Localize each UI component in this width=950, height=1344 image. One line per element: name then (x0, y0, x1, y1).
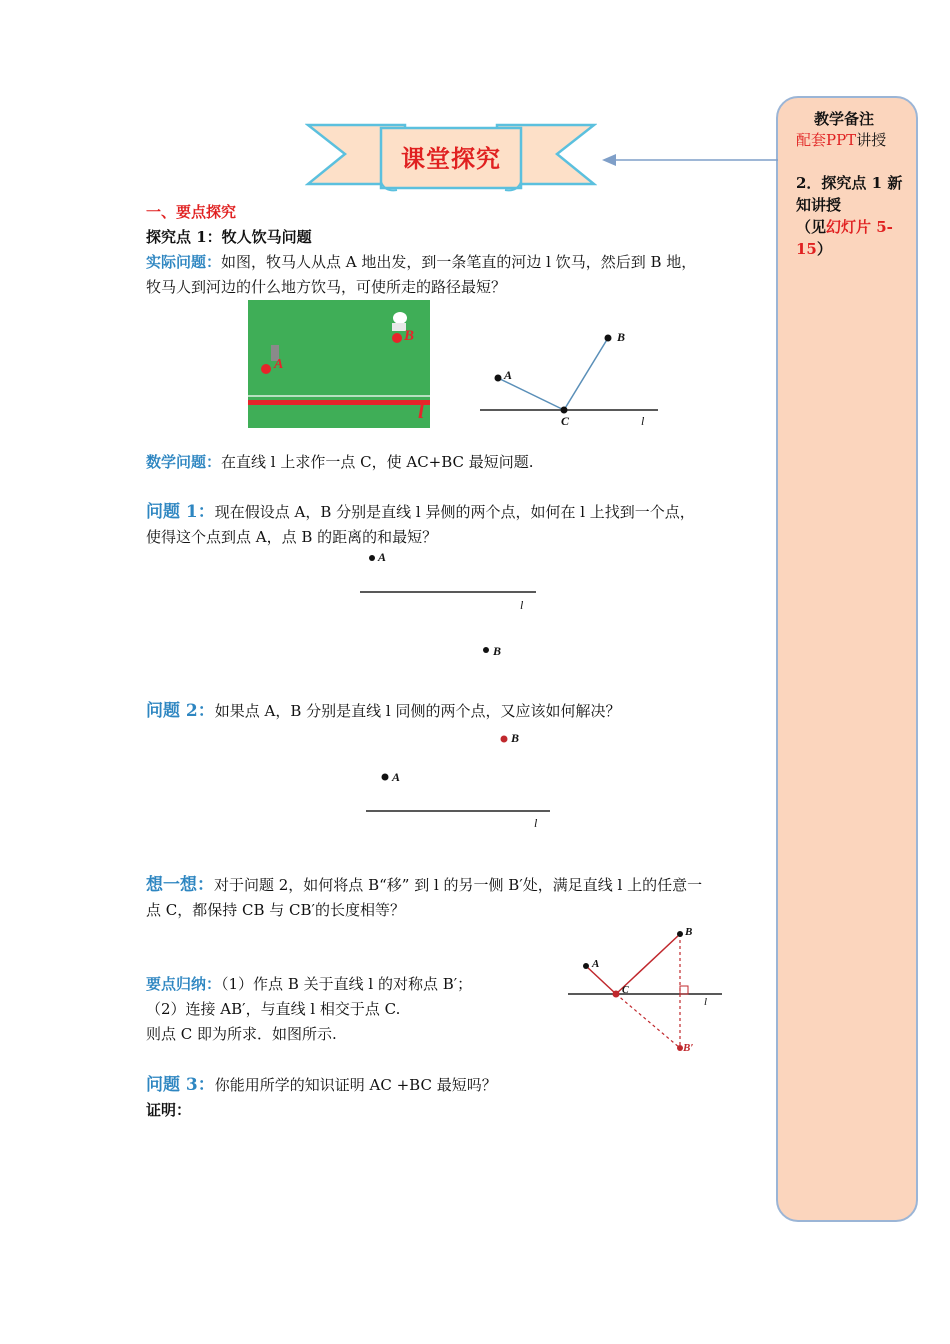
proof-label: 证明： (146, 1101, 192, 1119)
route-label-c: C (561, 414, 570, 428)
think-line-1 (146, 873, 702, 897)
sidebar-item-line-1: 2．探究点 1 新 (796, 174, 903, 192)
math-problem (146, 450, 534, 474)
practical-problem-line-1 (146, 250, 696, 274)
sidebar-paren-open: （见 (796, 218, 827, 236)
summary-label: 要点归纳： (146, 975, 222, 993)
route-label-b: B (617, 330, 626, 344)
sidebar-ppt-black: 讲授 (856, 131, 887, 149)
summary-text-1: （1）作点 B 关于直线 l 的对称点 B′； (221, 975, 473, 993)
same-side-label-b: B (511, 731, 520, 745)
sidebar-slides-end: 15 (796, 240, 817, 258)
photo-label-b: B (404, 328, 415, 344)
section-heading: 一、要点探究 (146, 203, 237, 221)
sidebar-item-line-4 (796, 238, 832, 260)
route-label-a: A (504, 368, 513, 382)
sidebar-title: 教学备注 (814, 110, 875, 128)
question-3 (146, 1073, 497, 1097)
think-line-2: 点 C，都保持 CB 与 CB′的长度相等？ (146, 901, 405, 919)
banner-title: 课堂探究 (401, 144, 501, 173)
reflection-label-c: C (622, 985, 629, 996)
section-subheading: 探究点 1：牧人饮马问题 (146, 228, 312, 246)
practical-problem-text-1: 如图，牧马人从点 A 地出发，到一条笔直的河边 l 饮马，然后到 B 地， (221, 253, 697, 271)
teaching-notes-sidebar (776, 96, 918, 1222)
summary-line-3: 则点 C 即为所求．如图所示. (146, 1025, 337, 1043)
practical-problem-label: 实际问题： (146, 253, 222, 271)
reflection-diagram (566, 924, 724, 1054)
reflection-label-b: B (685, 926, 693, 938)
practical-problem-line-2: 牧马人到河边的什么地方饮马，可使所走的路径最短？ (146, 278, 507, 296)
question-1-line-2: 使得这个点到点 A，点 B 的距离的和最短？ (146, 528, 438, 546)
sidebar-ppt-red: 配套PPT (796, 131, 857, 149)
think-text-1: 对于问题 2，如何将点 B“移” 到 l 的另一侧 B′处，满足直线 l 上的任意一 (214, 876, 703, 894)
sidebar-item-line-3 (796, 216, 893, 238)
question-1-line-1 (146, 500, 695, 524)
think-label: 想一想： (146, 875, 214, 895)
reflection-label-b-prime: B′ (683, 1042, 694, 1054)
question-2-text: 如果点 A，B 分别是直线 l 同侧的两个点，又应该如何解决？ (214, 702, 621, 720)
summary-line-1 (146, 972, 472, 996)
reflection-label-l: l (704, 996, 708, 1008)
same-side-label-a: A (392, 770, 401, 784)
sidebar-ppt-line (796, 129, 886, 151)
math-problem-label: 数学问题： (146, 453, 222, 471)
reflection-label-a: A (592, 958, 600, 970)
question-1-text-1: 现在假设点 A，B 分别是直线 l 异侧的两个点，如何在 l 上找到一个点， (214, 503, 695, 521)
route-label-l: l (641, 414, 645, 428)
question-3-text: 你能用所学的知识证明 AC +BC 最短吗？ (214, 1076, 497, 1094)
question-2 (146, 699, 620, 723)
question-1-label: 问题 1： (146, 502, 215, 522)
opposite-label-b: B (493, 644, 502, 658)
pointer-arrow (600, 150, 780, 170)
opposite-label-l: l (520, 598, 524, 612)
question-3-label: 问题 3： (146, 1075, 215, 1095)
opposite-sides-diagram (360, 548, 540, 658)
opposite-label-a: A (378, 550, 387, 564)
sidebar-slides-red: 幻灯片 5- (826, 218, 893, 236)
sidebar-item-line-2: 知讲授 (796, 196, 842, 214)
sidebar-paren-close: ） (816, 240, 832, 258)
photo-label-a: A (274, 357, 284, 372)
question-2-label: 问题 2： (146, 701, 215, 721)
photo-label-l: l (418, 398, 425, 423)
math-problem-text: 在直线 l 上求作一点 C，使 AC+BC 最短问题. (221, 453, 534, 471)
summary-line-2: （2）连接 AB′，与直线 l 相交于点 C. (146, 1000, 401, 1018)
same-side-label-l: l (534, 816, 538, 830)
